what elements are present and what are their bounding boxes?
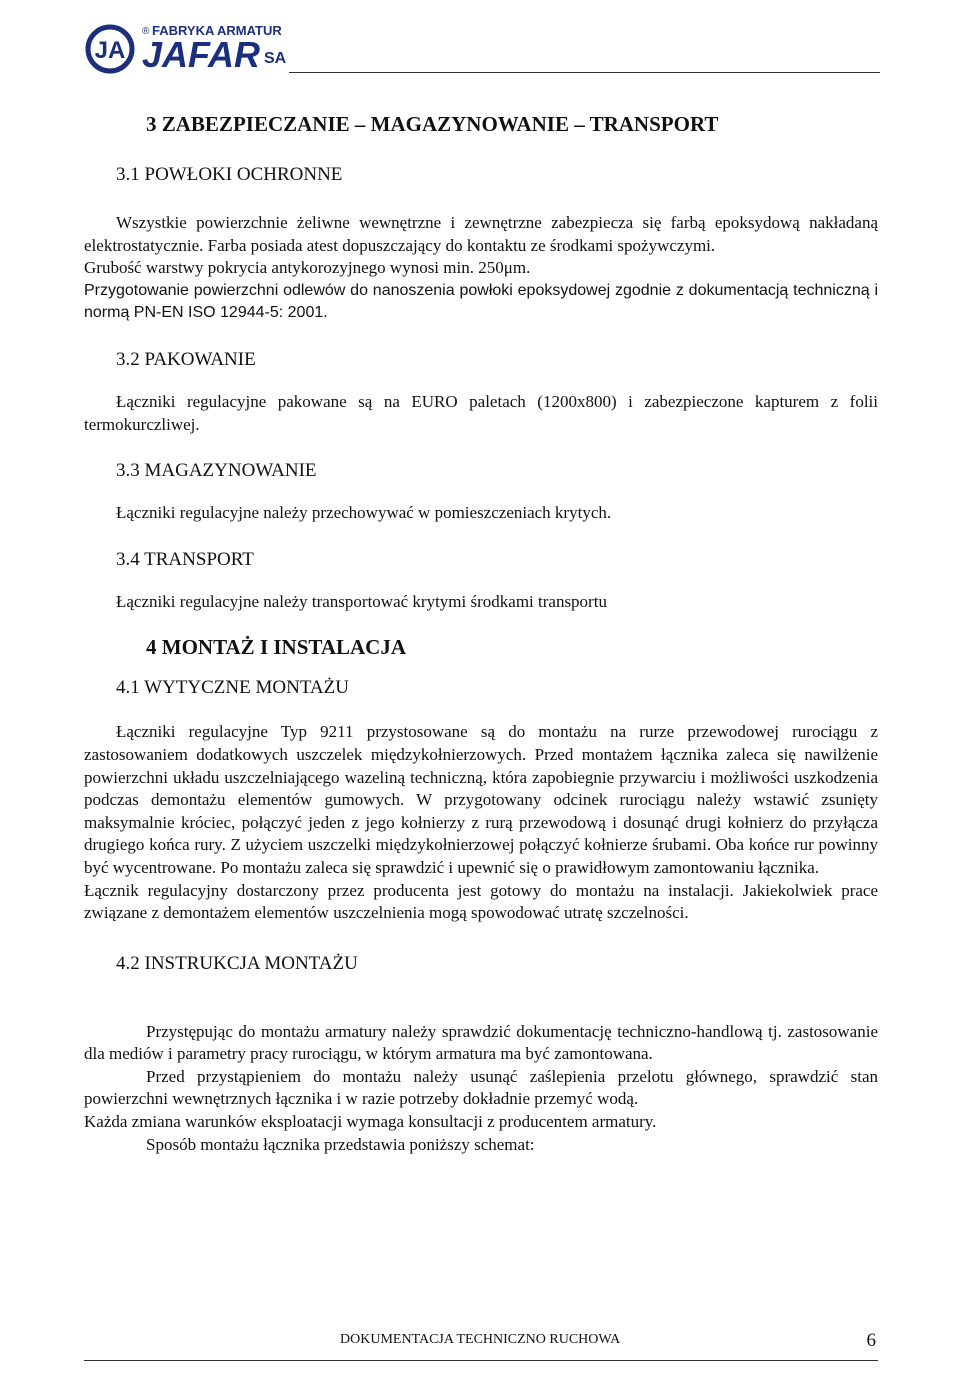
section-3-1-paragraph-3: Przygotowanie powierzchni odlewów do nanoszenia powłoki epoksydowej zgodnie z dokumentacją techniczną i normą PN-EN ISO 12944-5: 2001.	[84, 281, 878, 322]
svg-text:JA: JA	[94, 37, 126, 64]
page-number: 6	[866, 1330, 876, 1351]
section-3-4-paragraph-1: Łączniki regulacyjne należy transportować krytymi środkami transportu	[116, 591, 607, 611]
section-4-1-title: 4.1 WYTYCZNE MONTAŻU	[116, 677, 349, 699]
section-3-1-paragraph-1: Wszystkie powierzchnie żeliwne wewnętrzne i zewnętrzne zabezpiecza się farbą epoksydową nakładaną elektrostatycznie. Farba posiada atest dopuszczający do kontaktu ze środkami spożywczymi.	[84, 213, 878, 255]
section-3-3-paragraph-1: Łączniki regulacyjne należy przechowywać w pomieszczeniach krytych.	[116, 503, 612, 523]
section-3-1-title: 3.1 POWŁOKI OCHRONNE	[116, 164, 343, 185]
section-4-2-paragraph-1: Przystępując do montażu armatury należy sprawdzić dokumentację techniczno-handlową tj. zastosowanie dla mediów i parametry pracy rurociągu, w którym armatura ma być zamontowana.	[84, 1021, 878, 1064]
page-footer	[84, 1330, 878, 1364]
section-3-1-paragraph-2: Grubość warstwy pokrycia antykorozyjnego wynosi min. 250μm.	[84, 258, 531, 278]
section-3-3-title: 3.3 MAGAZYNOWANIE	[116, 460, 317, 482]
footer-doc-title: DOKUMENTACJA TECHNICZNO RUCHOWA	[340, 1332, 621, 1347]
section-4-1-paragraph-1: Łączniki regulacyjne Typ 9211 przystosowane są do montażu na rurze przewodowej rurociągu z zastosowaniem dodatkowych uszczelek międzykołnierzowych. Przed montażem łącznika zaleca się nawilżenie powierzchni układu uszczelniającego wazeliną techniczną, która zapobiegnie przywarciu i możliwości uszkodzenia podczas demontażu elementów gumowych. W przygotowany odcinek rurociągu należy wstawić zsunięty maksymalnie króciec, połączyć jeden z jego kołnierzy z rurą przewodową i dosunąć drugi kołnierz do przyłącza drugiego końca rury. Z użyciem uszczelki międzykołnierzowej połączyć kołnierze śrubami. Oba końce rur powinny być wycentrowane. Po montażu zaleca się sprawdzić i upewnić się o prawidłowym zamontowaniu łącznika.	[84, 722, 878, 877]
registered-mark: ®	[142, 26, 150, 37]
brand-suffix-text: SA	[264, 50, 287, 67]
section-3-2-paragraph-1: Łączniki regulacyjne pakowane są na EURO paletach (1200x800) i zabezpieczone kapturem z folii termokurczliwej.	[84, 391, 878, 434]
section-4-2-paragraph-3: Każda zmiana warunków eksploatacji wymaga konsultacji z producentem armatury.	[84, 1112, 657, 1132]
section-4-2-title: 4.2 INSTRUKCJA MONTAŻU	[116, 952, 358, 974]
jafar-logo	[84, 20, 304, 76]
logo-monogram-icon	[88, 27, 132, 71]
document-body	[84, 110, 878, 1156]
page-header	[84, 20, 880, 76]
section-3-2-title: 3.2 PAKOWANIE	[116, 348, 256, 370]
section-3-title: 3 ZABEZPIECZANIE – MAGAZYNOWANIE – TRANSPORT	[146, 112, 719, 136]
brand-main-text: JAFAR	[142, 34, 261, 75]
footer-divider	[84, 1360, 878, 1361]
brand-top-text: FABRYKA ARMATUR	[152, 23, 282, 38]
section-4-1-paragraph-2: Łącznik regulacyjny dostarczony przez producenta jest gotowy do montażu na instalacji. Jakiekolwiek prace związane z demontażem elementów uszczelnienia mogą spowodować utratę szczelności.	[84, 880, 878, 923]
section-3-4-title: 3.4 TRANSPORT	[116, 548, 254, 570]
header-divider	[289, 72, 880, 73]
section-4-2-paragraph-2: Przed przystąpieniem do montażu należy usunąć zaślepienia przelotu głównego, sprawdzić stan powierzchni wewnętrznych łącznika i w razie potrzeby dokładnie przemyć wodą.	[84, 1066, 878, 1109]
section-4-2-paragraph-4: Sposób montażu łącznika przedstawia poniższy schemat:	[146, 1134, 535, 1154]
section-4-title: 4 MONTAŻ I INSTALACJA	[146, 635, 406, 660]
